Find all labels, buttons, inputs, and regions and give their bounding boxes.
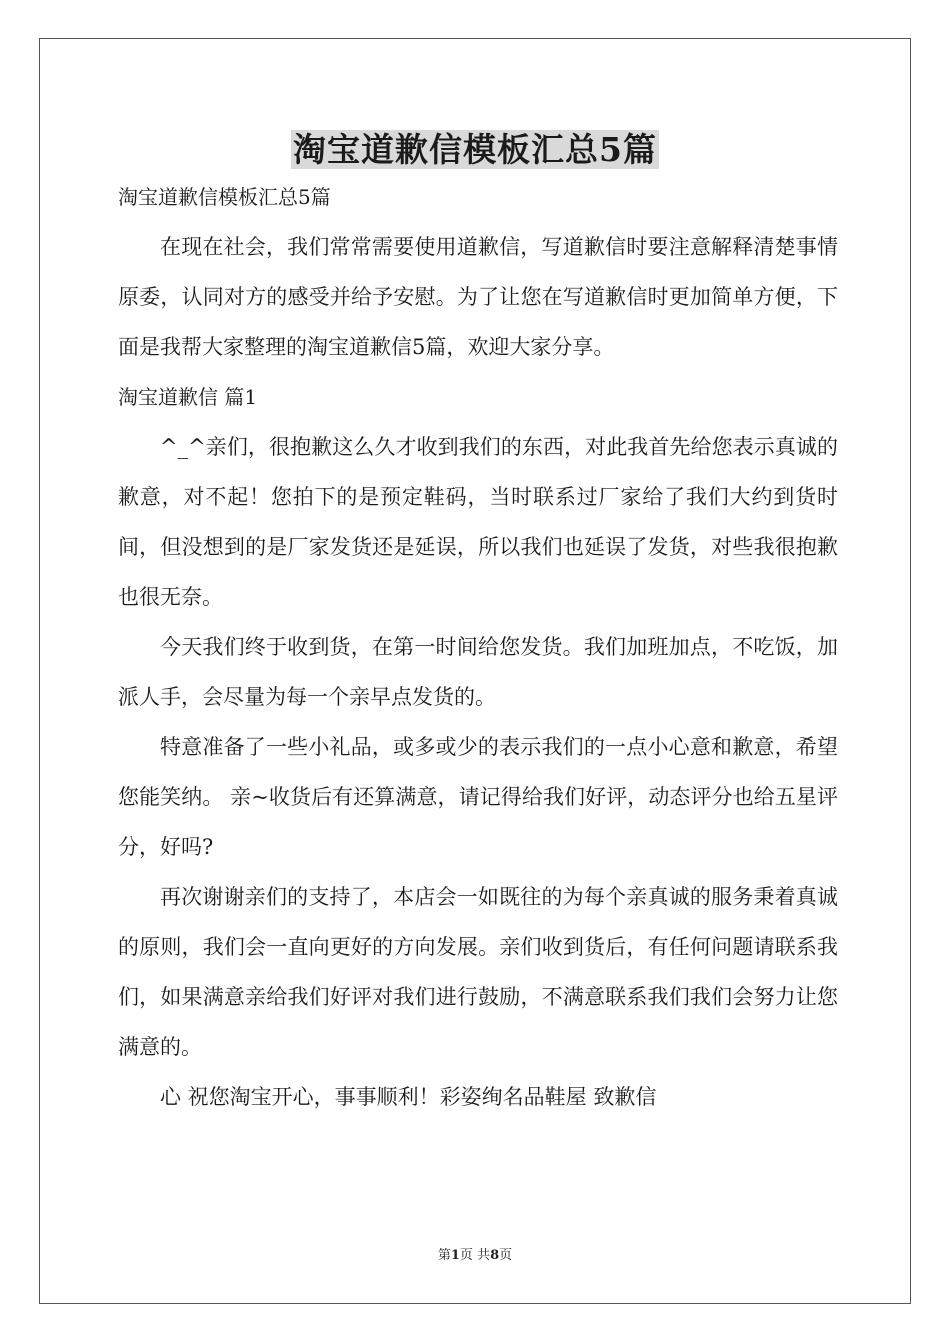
footer-total-pages: 8 xyxy=(490,1248,500,1263)
letter-closing: 心 祝您淘宝开心，事事顺利！彩姿绚名品鞋屋 致歉信 xyxy=(160,1085,657,1109)
document-title-text: 淘宝道歉信模板汇总5篇 xyxy=(293,130,657,169)
document-title xyxy=(0,127,950,173)
footer-page-mid: 页 共 xyxy=(459,1248,491,1263)
letter-paragraph-1: ^_^亲们，很抱歉这么久才收到我们的东西，对此我首先给您表示真诚的歉意，对不起！您拍下的是预定鞋码，当时联系过厂家给了我们大约到货时间，但没想到的是厂家发货还是延误，所以我们也延误了发货，对些我很抱歉也很无奈。 xyxy=(118,435,838,609)
letter-paragraph-2: 今天我们终于收到货，在第一时间给您发货。我们加班加点，不吃饭，加派人手，会尽量为每一个亲早点发货的。 xyxy=(118,635,838,709)
document-body xyxy=(118,172,838,1122)
letter-paragraph-4: 再次谢谢亲们的支持了，本店会一如既往的为每个亲真诚的服务秉着真诚的原则，我们会一直向更好的方向发展。亲们收到货后，有任何问题请联系我们，如果满意亲给我们好评对我们进行鼓励，不满意联系我们我们会努力让您满意的。 xyxy=(118,885,838,1059)
letter-paragraph-3: 特意准备了一些小礼品，或多或少的表示我们的一点小心意和歉意，希望您能笑纳。 亲~收货后有还算满意，请记得给我们好评，动态评分也给五星评分，好吗? xyxy=(118,735,838,859)
intro-paragraph: 在现在社会，我们常常需要使用道歉信，写道歉信时要注意解释清楚事情原委，认同对方的感受并给予安慰。为了让您在写道歉信时更加简单方便，下面是我帮大家整理的淘宝道歉信5篇，欢迎大家分享。 xyxy=(118,235,838,359)
section-heading: 淘宝道歉信 篇1 xyxy=(118,385,258,409)
page-footer xyxy=(0,1246,950,1266)
footer-page-prefix: 第 xyxy=(437,1248,451,1263)
document-subtitle: 淘宝道歉信模板汇总5篇 xyxy=(118,185,331,209)
footer-current-page: 1 xyxy=(450,1248,460,1263)
footer-page-suffix: 页 xyxy=(499,1248,513,1263)
